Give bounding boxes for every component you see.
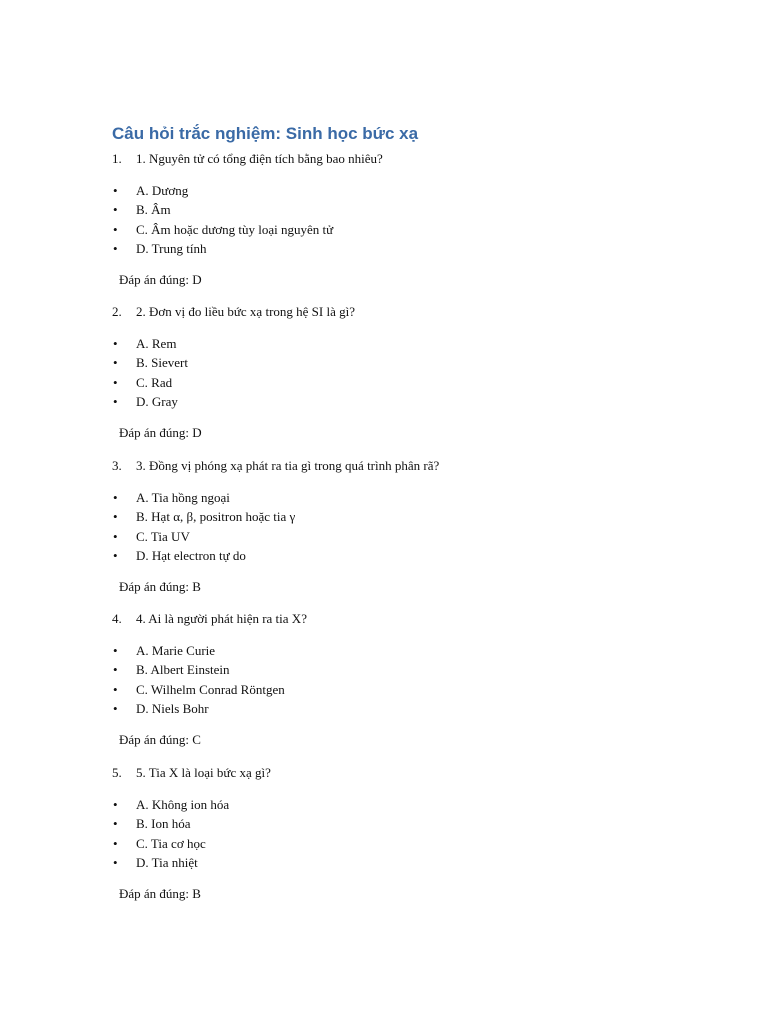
option-text: C. Tia UV xyxy=(136,528,190,544)
bullet-icon: • xyxy=(113,643,118,658)
question-text: 5. Tia X là loại bức xạ gì? xyxy=(136,765,271,780)
option-text: D. Trung tính xyxy=(136,240,207,256)
question-item xyxy=(0,303,768,456)
bullet-icon: • xyxy=(113,336,118,351)
document-title: Câu hỏi trắc nghiệm: Sinh học bức xạ xyxy=(112,124,419,143)
question-number: 5. xyxy=(112,765,122,780)
bullet-icon: • xyxy=(113,355,118,371)
option-text: A. Dương xyxy=(136,183,189,198)
answer-text: Đáp án đúng: B xyxy=(119,886,201,901)
bullet-icon: • xyxy=(113,547,118,563)
option-text: A. Rem xyxy=(136,336,177,351)
option-text: B. Âm xyxy=(136,202,171,218)
question-text: 4. Ai là người phát hiện ra tia X? xyxy=(136,611,307,626)
bullet-icon: • xyxy=(113,490,118,505)
question-item xyxy=(0,610,768,763)
bullet-icon: • xyxy=(113,202,118,218)
bullet-icon: • xyxy=(113,240,118,256)
option-text: A. Không ion hóa xyxy=(136,797,230,812)
bullet-icon: • xyxy=(113,374,118,390)
bullet-icon: • xyxy=(113,700,118,716)
option-text: C. Wilhelm Conrad Röntgen xyxy=(136,681,285,697)
question-number: 4. xyxy=(112,611,122,626)
option-text: A. Marie Curie xyxy=(136,643,216,658)
answer-text: Đáp án đúng: B xyxy=(119,579,201,594)
question-item xyxy=(0,150,768,303)
answer-text: Đáp án đúng: C xyxy=(119,732,201,747)
bullet-icon: • xyxy=(113,854,118,870)
option-text: B. Ion hóa xyxy=(136,816,191,832)
bullet-icon: • xyxy=(113,393,118,409)
option-text: B. Albert Einstein xyxy=(136,662,230,678)
bullet-icon: • xyxy=(113,797,118,812)
answer-text: Đáp án đúng: D xyxy=(119,425,202,440)
option-text: C. Rad xyxy=(136,374,173,390)
option-text: A. Tia hồng ngoại xyxy=(136,490,230,505)
bullet-icon: • xyxy=(113,183,118,198)
bullet-icon: • xyxy=(113,528,118,544)
option-text: C. Tia cơ học xyxy=(136,835,206,851)
question-number: 1. xyxy=(112,151,122,166)
bullet-icon: • xyxy=(113,835,118,851)
option-text: B. Hạt α, β, positron hoặc tia γ xyxy=(136,509,296,525)
bullet-icon: • xyxy=(113,816,118,832)
question-text: 2. Đơn vị đo liều bức xạ trong hệ SI là gì? xyxy=(136,304,355,319)
question-number: 2. xyxy=(112,304,122,319)
option-text: D. Hạt electron tự do xyxy=(136,547,246,563)
option-text: D. Niels Bohr xyxy=(136,700,209,716)
option-text: D. Gray xyxy=(136,393,178,409)
question-text: 1. Nguyên tử có tổng điện tích bằng bao nhiêu? xyxy=(136,151,383,166)
answer-text: Đáp án đúng: D xyxy=(119,272,202,287)
question-item xyxy=(0,764,768,917)
question-number: 3. xyxy=(112,458,122,473)
question-text: 3. Đồng vị phóng xạ phát ra tia gì trong quá trình phân rã? xyxy=(136,458,440,473)
option-text: C. Âm hoặc dương tùy loại nguyên tử xyxy=(136,221,334,237)
bullet-icon: • xyxy=(113,681,118,697)
bullet-icon: • xyxy=(113,221,118,237)
option-text: D. Tia nhiệt xyxy=(136,854,198,870)
bullet-icon: • xyxy=(113,509,118,525)
question-item xyxy=(0,457,768,610)
bullet-icon: • xyxy=(113,662,118,678)
option-text: B. Sievert xyxy=(136,355,188,371)
